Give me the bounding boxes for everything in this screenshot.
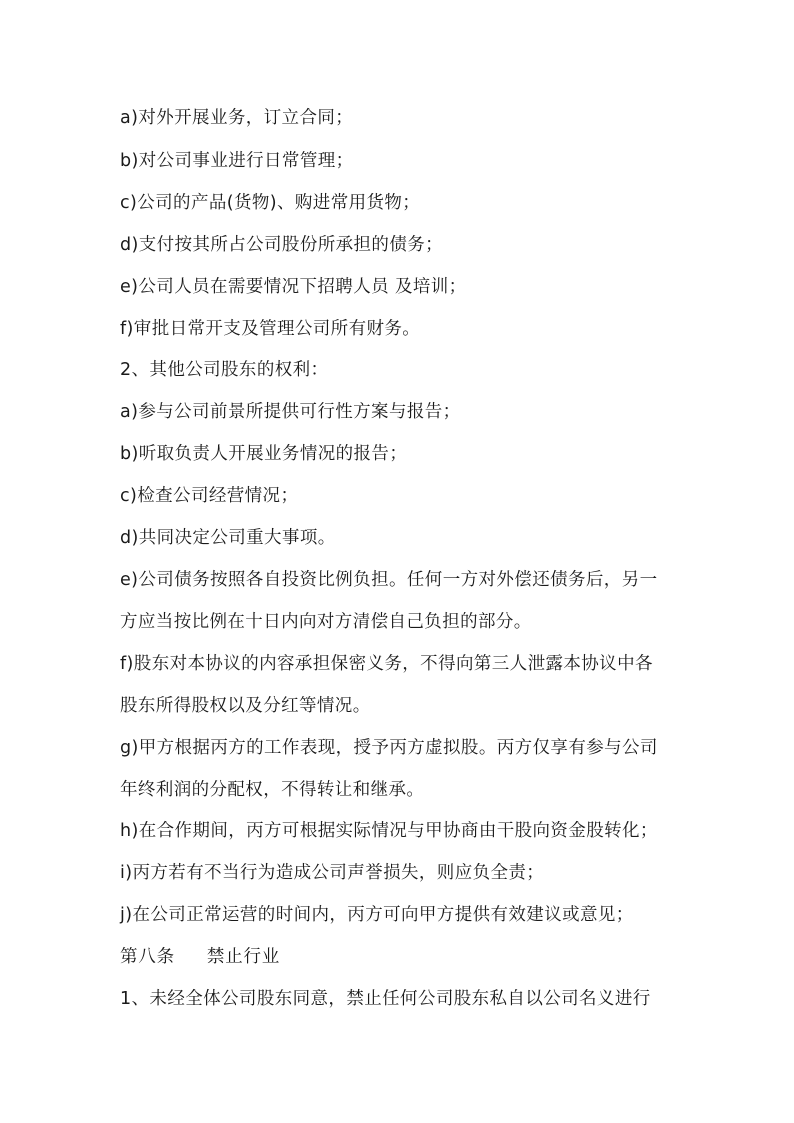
- line-f-confidentiality: f)股东对本协议的内容承担保密义务，不得向第三人泄露本协议中各: [120, 654, 653, 674]
- line-f-finance: f)审批日常开支及管理公司所有财务。: [120, 319, 421, 339]
- line-c-inspection: c)检查公司经营情况；: [120, 486, 299, 506]
- section-other-shareholder-rights: 2、其他公司股东的权利：: [120, 360, 329, 380]
- line-i-liability: i)丙方若有不当行为造成公司声誉损失，则应负全责；: [120, 863, 545, 883]
- line-j-suggestions: j)在公司正常运营的时间内，丙方可向甲方提供有效建议或意见；: [120, 905, 634, 925]
- line-h-share-conversion: h)在合作期间，丙方可根据实际情况与甲协商由干股向资金股转化；: [120, 821, 658, 841]
- line-a-proposals: a)参与公司前景所提供可行性方案与报告；: [120, 402, 461, 422]
- line-1-prohibition: 1、未经全体公司股东同意，禁止任何公司股东私自以公司名义进行: [120, 989, 651, 1009]
- line-c-products: c)公司的产品(货物)、购进常用货物；: [120, 193, 421, 213]
- line-b-management: b)对公司事业进行日常管理；: [120, 151, 354, 171]
- article-number: 第八条: [120, 947, 175, 967]
- article-heading: [120, 945, 680, 969]
- line-g-virtual-shares: g)甲方根据丙方的工作表现，授予丙方虚拟股。丙方仅享有参与公司: [120, 738, 658, 758]
- line-e-debt-sharing: e)公司债务按照各自投资比例负担。任何一方对外偿还债务后，另一: [120, 570, 658, 590]
- line-d-decisions: d)共同决定公司重大事项。: [120, 528, 336, 548]
- line-b-reports: b)听取负责人开展业务情况的报告；: [120, 444, 408, 464]
- line-e-recruitment: e)公司人员在需要情况下招聘人员 及培训；: [120, 277, 467, 297]
- line-g-virtual-shares-cont: 年终利润的分配权，不得转让和继承。: [120, 780, 425, 800]
- line-a-business: a)对外开展业务，订立合同；: [120, 108, 354, 128]
- line-e-debt-sharing-cont: 方应当按比例在十日内向对方清偿自己负担的部分。: [120, 612, 532, 632]
- article-title: 禁止行业: [206, 947, 281, 967]
- line-d-debts: d)支付按其所占公司股份所承担的债务；: [120, 235, 444, 255]
- line-f-confidentiality-cont: 股东所得股权以及分红等情况。: [120, 696, 371, 716]
